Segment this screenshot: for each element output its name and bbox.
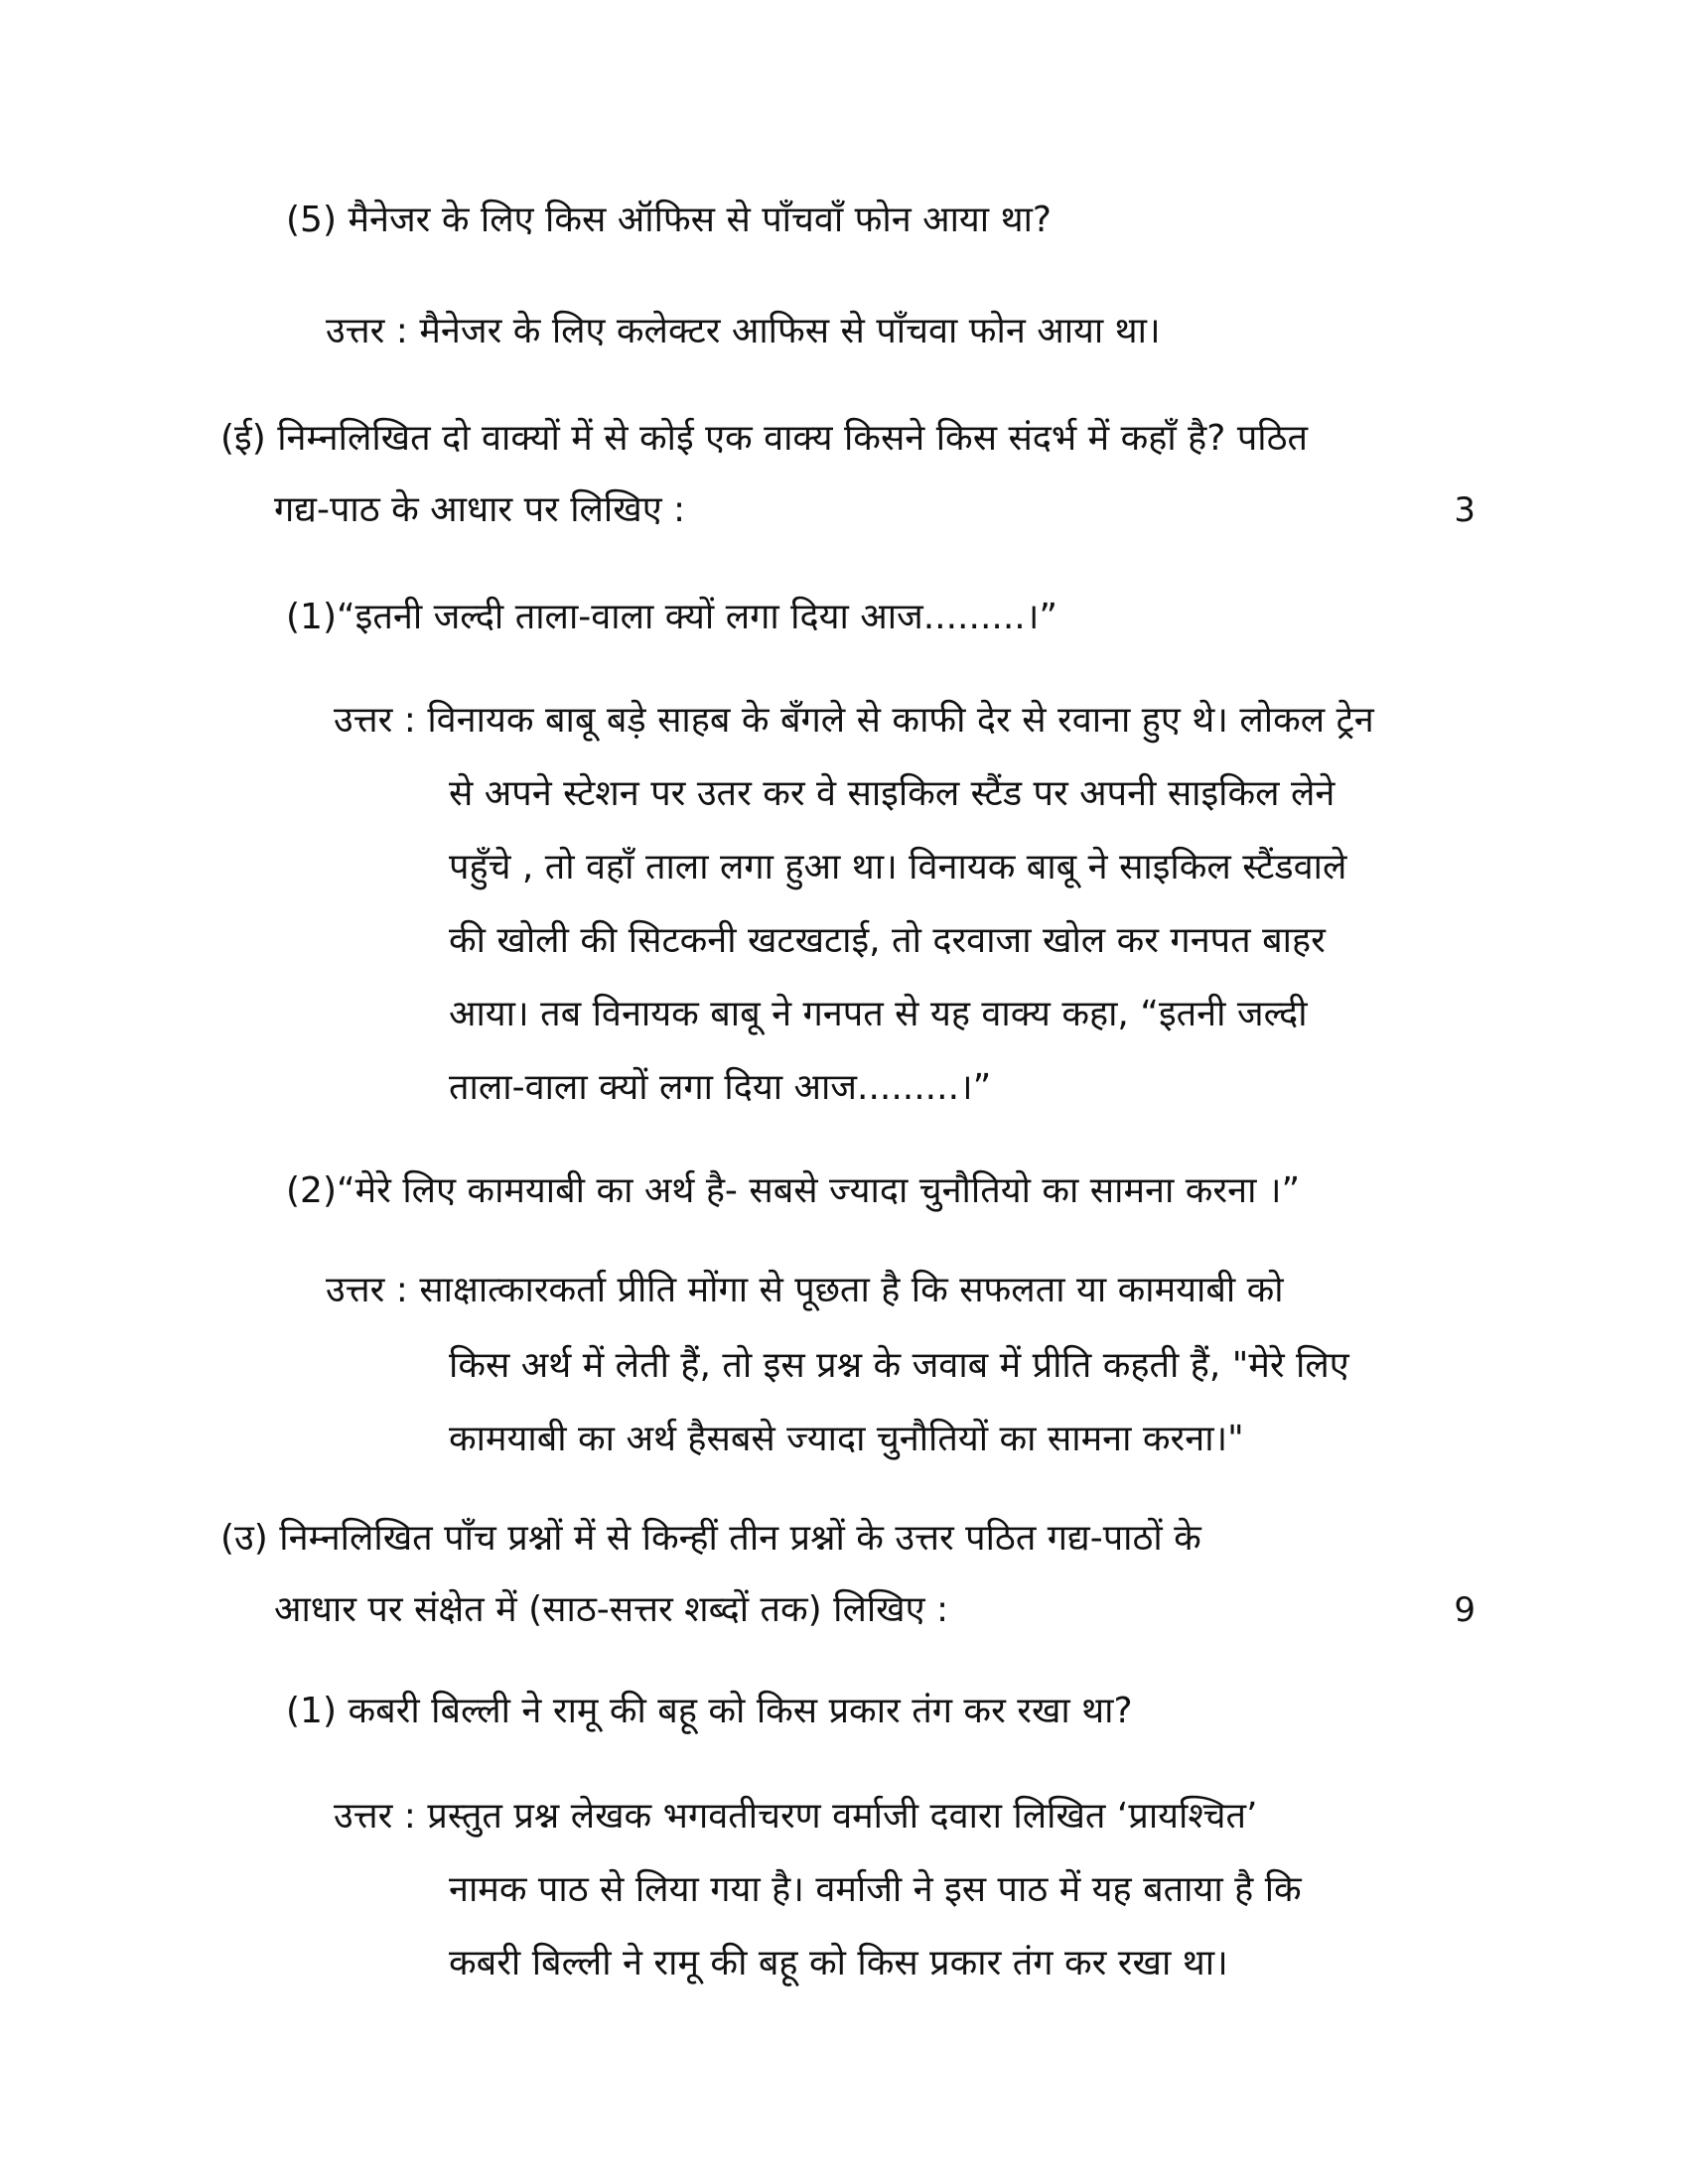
section-ee-heading-cont: गद्य-पाठ के आधार पर लिखिए :: [274, 489, 686, 530]
section-u-heading: (उ) निम्नलिखित पाँच प्रश्नों में से किन्हीं तीन प्रश्नों के उत्तर पठित गद्य-पाठों के: [220, 1518, 1201, 1559]
section-ee-answer-1-line: पहुँचे , तो वहाँ ताला लगा हुआ था। विनायक बाबू ने साइकिल स्टैंडवाले: [449, 847, 1347, 887]
section-ee-heading: (ई) निम्नलिखित दो वाक्यों में से कोई एक वाक्य किसने किस संदर्भ में कहाँ है? पठित: [220, 418, 1309, 459]
section-u-heading-cont: आधार पर संक्षेत में (साठ-सत्तर शब्दों तक) लिखिए :: [274, 1589, 949, 1630]
section-ee-question-1: (1)“इतनी जल्दी ताला-वाला क्यों लगा दिया आज.........।”: [286, 597, 1058, 637]
section-u-answer-1-line: नामक पाठ से लिया गया है। वर्माजी ने इस पाठ में यह बताया है कि: [449, 1869, 1302, 1910]
section-ee-answer-1-line: ताला-वाला क्यों लगा दिया आज.........।”: [449, 1067, 992, 1108]
section-ee-answer-1-line: आया। तब विनायक बाबू ने गनपत से यह वाक्य कहा, “इतनी जल्दी: [449, 994, 1308, 1034]
section-ee-answer-2-line: कामयाबी का अर्थ हैसबसे ज्यादा चुनौतियों का सामना करना।": [449, 1419, 1244, 1459]
section-u-answer-1-line: कबरी बिल्ली ने रामू की बहू को किस प्रकार तंग कर रखा था।: [449, 1943, 1228, 1983]
section-u-marks: 9: [1454, 1590, 1476, 1630]
answer-5: उत्तर : मैनेजर के लिए कलेक्टर आफिस से पाँचवा फोन आया था।: [326, 311, 1161, 351]
section-u-answer-1-line: उत्तर : प्रस्तुत प्रश्न लेखक भगवतीचरण वर्माजी दवारा लिखित ‘प्रायश्चित’: [334, 1796, 1258, 1837]
section-ee-answer-2-line: उत्तर : साक्षात्कारकर्ता प्रीति मोंगा से पूछता है कि सफलता या कामयाबी को: [326, 1270, 1284, 1310]
section-ee-marks: 3: [1454, 490, 1476, 530]
section-u-question-1: (1) कबरी बिल्ली ने रामू की बहू को किस प्रकार तंग कर रखा था?: [286, 1691, 1133, 1731]
section-ee-answer-2-line: किस अर्थ में लेती हैं, तो इस प्रश्न के जवाब में प्रीति कहती हैं, "मेरे लिए: [449, 1345, 1349, 1386]
question-5: (5) मैनेजर के लिए किस ऑफिस से पाँचवाँ फोन आया था?: [286, 200, 1053, 240]
section-ee-question-2: (2)“मेरे लिए कामयाबी का अर्थ है- सबसे ज्यादा चुनौतियो का सामना करना ।”: [286, 1170, 1301, 1211]
section-ee-answer-1-line: से अपने स्टेशन पर उतर कर वे साइकिल स्टैंड पर अपनी साइकिल लेने: [449, 773, 1336, 814]
section-ee-answer-1-line: की खोली की सिटकनी खटखटाई, तो दरवाजा खोल कर गनपत बाहर: [449, 920, 1326, 961]
section-ee-answer-1-line: उत्तर : विनायक बाबू बड़े साहब के बँगले से काफी देर से रवाना हुए थे। लोकल ट्रेन: [334, 700, 1374, 741]
